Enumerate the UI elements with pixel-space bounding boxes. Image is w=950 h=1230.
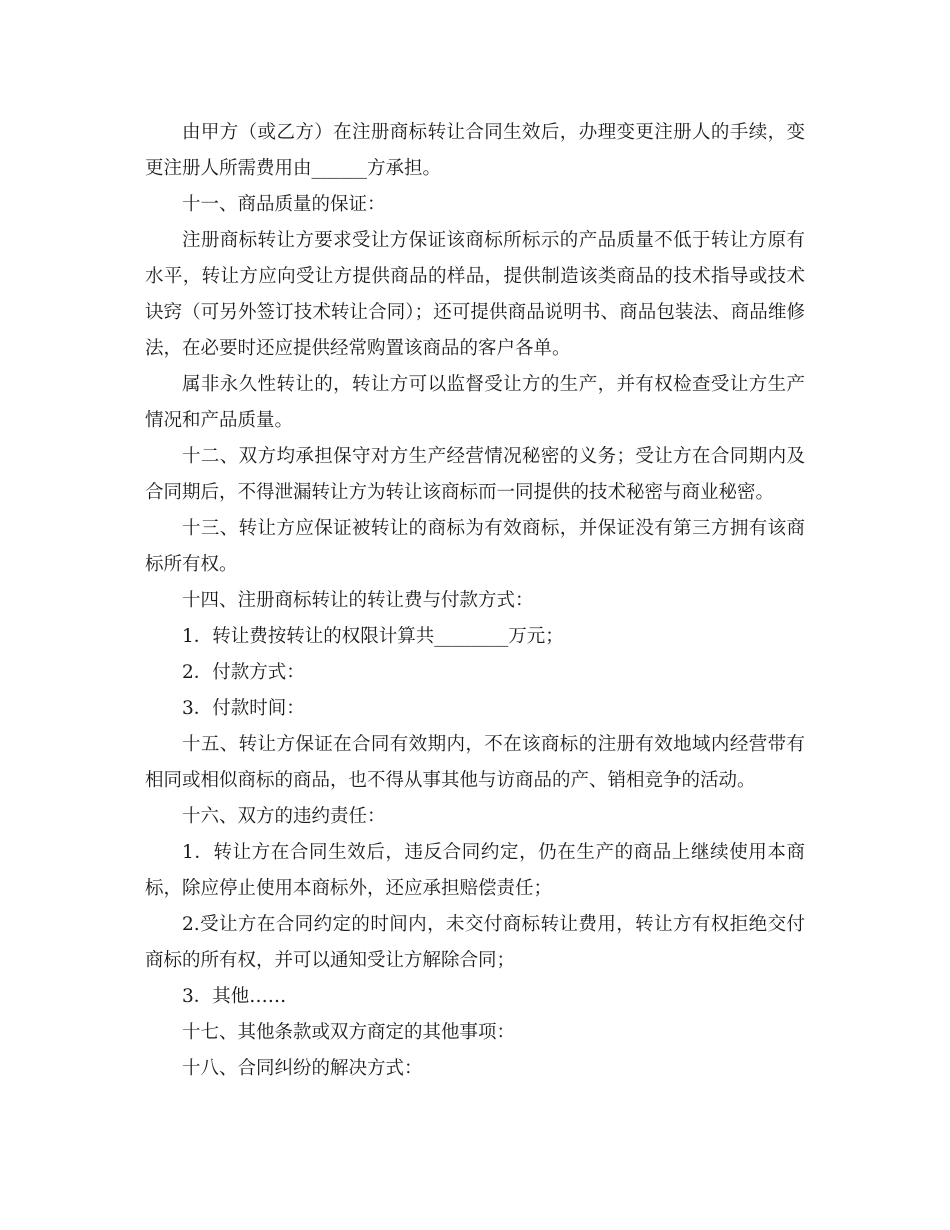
paragraph-name-change-fee: 由甲方（或乙方）在注册商标转让合同生效后，办理变更注册人的手续，变更注册人所需费用由______方承担。 xyxy=(145,122,805,179)
heading-clause-16: 十六、双方的违约责任： xyxy=(182,806,386,827)
heading-clause-14: 十四、注册商标转让的转让费与付款方式： xyxy=(182,590,534,611)
list-item-payment-time: 3．付款时间： xyxy=(182,698,305,719)
paragraph-clause-15: 十五、转让方保证在合同有效期内，不在该商标的注册有效地域内经营带有相同或相似商标的商品，也不得从事其他与访商品的产、销相竞争的活动。 xyxy=(145,734,805,791)
list-item-transfer-fee: 1．转让费按转让的权限计算共________万元； xyxy=(182,626,564,647)
heading-clause-17: 十七、其他条款或双方商定的其他事项： xyxy=(182,1022,516,1043)
list-item-other: 3．其他…… xyxy=(182,986,287,1007)
paragraph-quality-guarantee: 注册商标转让方要求受让方保证该商标所标示的产品质量不低于转让方原有水平，转让方应向受让方提供商品的样品，提供制造该类商品的技术指导或技术诀窍（可另外签订技术转让合同）；还可提供商品说明书、商品包装法、商品维修法，在必要时还应提供经常购置该商品的客户各单。 xyxy=(145,230,805,359)
paragraph-clause-13: 十三、转让方应保证被转让的商标为有效商标，并保证没有第三方拥有该商标所有权。 xyxy=(145,518,805,575)
list-item-transferee-breach: 2.受让方在合同约定的时间内，未交付商标转让费用，转让方有权拒绝交付商标的所有权，并可以通知受让方解除合同； xyxy=(145,914,805,971)
heading-clause-11: 十一、商品质量的保证： xyxy=(182,194,386,215)
paragraph-supervision: 属非永久性转让的，转让方可以监督受让方的生产，并有权检查受让方生产情况和产品质量。 xyxy=(145,374,805,431)
heading-clause-18: 十八、合同纠纷的解决方式： xyxy=(182,1058,423,1079)
paragraph-clause-12: 十二、双方均承担保守对方生产经营情况秘密的义务；受让方在合同期内及合同期后，不得泄漏转让方为转让该商标而一同提供的技术秘密与商业秘密。 xyxy=(145,446,805,503)
list-item-payment-method: 2．付款方式： xyxy=(182,662,305,683)
document-body xyxy=(145,115,805,1087)
list-item-transferor-breach: 1．转让方在合同生效后，违反合同约定，仍在生产的商品上继续使用本商标，除应停止使用本商标外，还应承担赔偿责任； xyxy=(145,842,805,899)
